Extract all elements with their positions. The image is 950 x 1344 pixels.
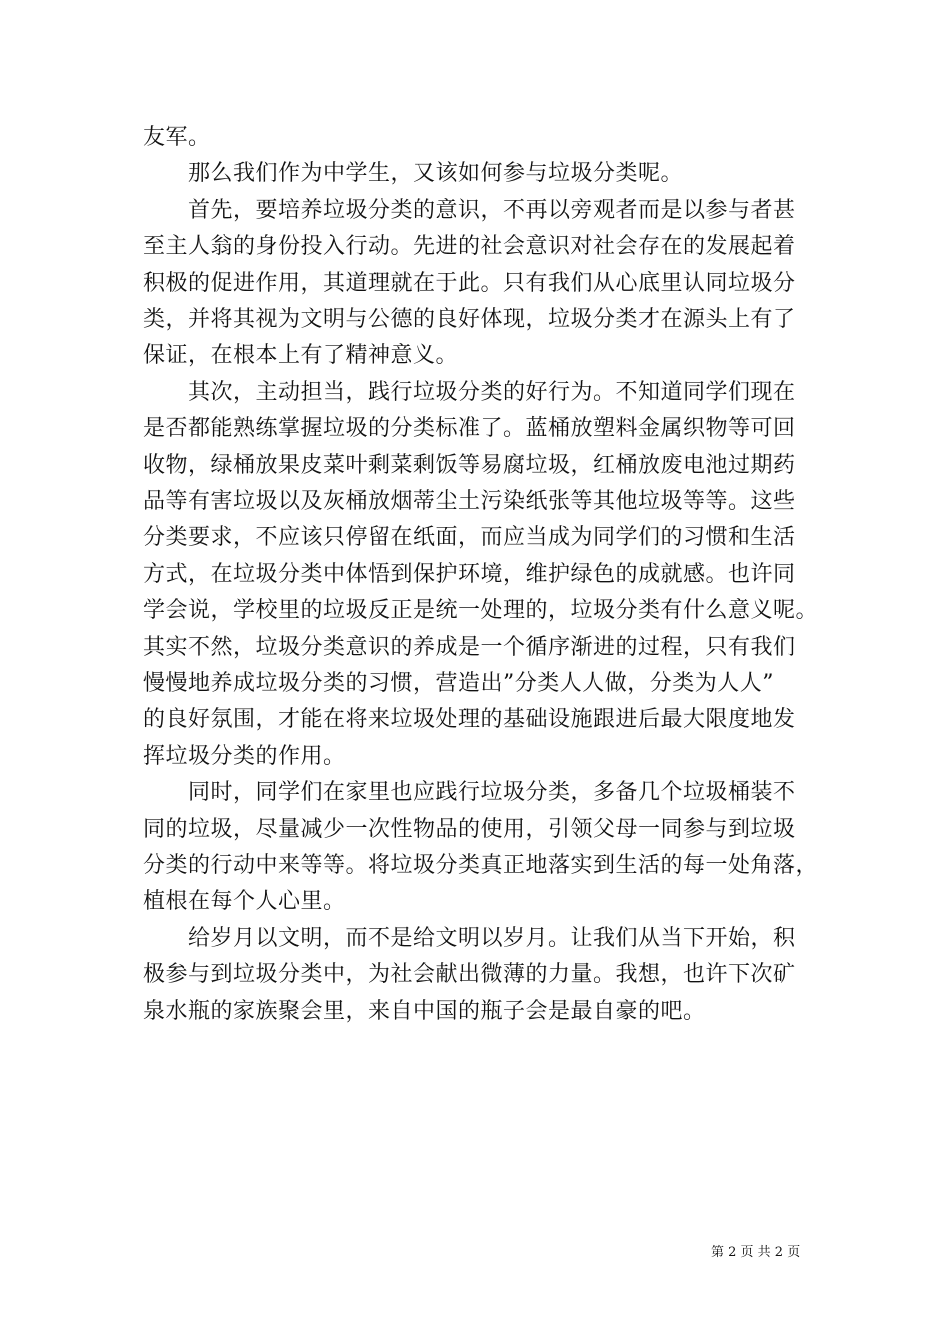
text-line: 类，并将其视为文明与公德的良好体现，垃圾分类才在源头上有了 <box>143 307 796 332</box>
text-line: 的良好氛围，才能在将来垃圾处理的基础设施跟进后最大限度地发 <box>143 707 796 732</box>
text-line: 积极的促进作用，其道理就在于此。只有我们从心底里认同垃圾分 <box>143 271 796 296</box>
text-line: 泉水瓶的家族聚会里，来自中国的瓶子会是最自豪的吧。 <box>143 999 706 1024</box>
text-line: 其实不然，垃圾分类意识的养成是一个循序渐进的过程，只有我们 <box>143 635 796 660</box>
text-line: 同的垃圾，尽量减少一次性物品的使用，引领父母一同参与到垃圾 <box>143 817 796 842</box>
text-line: 收物，绿桶放果皮菜叶剩菜剩饭等易腐垃圾，红桶放废电池过期药 <box>143 453 796 478</box>
text-line: 是否都能熟练掌握垃圾的分类标准了。蓝桶放塑料金属织物等可回 <box>143 416 796 441</box>
text-line: 植根在每个人心里。 <box>143 889 346 914</box>
text-line: 给岁月以文明，而不是给文明以岁月。让我们从当下开始，积 <box>143 926 796 951</box>
page-indicator: 第 2 页 共 2 页 <box>711 1245 801 1260</box>
text-line: 至主人翁的身份投入行动。先进的社会意识对社会存在的发展起着 <box>143 234 796 259</box>
text-line: 同时，同学们在家里也应践行垃圾分类，多备几个垃圾桶装不 <box>143 780 796 805</box>
text-line: 分类的行动中来等等。将垃圾分类真正地落实到生活的每一处角落， <box>143 853 819 878</box>
text-line: 分类要求，不应该只停留在纸面，而应当成为同学们的习惯和生活 <box>143 525 796 550</box>
text-line: 首先，要培养垃圾分类的意识，不再以旁观者而是以参与者甚 <box>143 198 796 223</box>
text-line: 慢慢地养成垃圾分类的习惯，营造出”分类人人做，分类为人人” <box>143 671 774 696</box>
text-line: 方式，在垃圾分类中体悟到保护环境，维护绿色的成就感。也许同 <box>143 562 796 587</box>
text-line: 极参与到垃圾分类中，为社会献出微薄的力量。我想，也许下次矿 <box>143 962 796 987</box>
text-line: 友军。 <box>143 125 211 150</box>
text-line: 品等有害垃圾以及灰桶放烟蒂尘土污染纸张等其他垃圾等等。这些 <box>143 489 796 514</box>
text-line: 挥垃圾分类的作用。 <box>143 744 346 769</box>
text-line: 那么我们作为中学生，又该如何参与垃圾分类呢。 <box>143 161 684 186</box>
text-line: 保证，在根本上有了精神意义。 <box>143 343 459 368</box>
text-line: 学会说，学校里的垃圾反正是统一处理的，垃圾分类有什么意义呢。 <box>143 598 819 623</box>
text-line: 其次，主动担当，践行垃圾分类的好行为。不知道同学们现在 <box>143 380 796 405</box>
